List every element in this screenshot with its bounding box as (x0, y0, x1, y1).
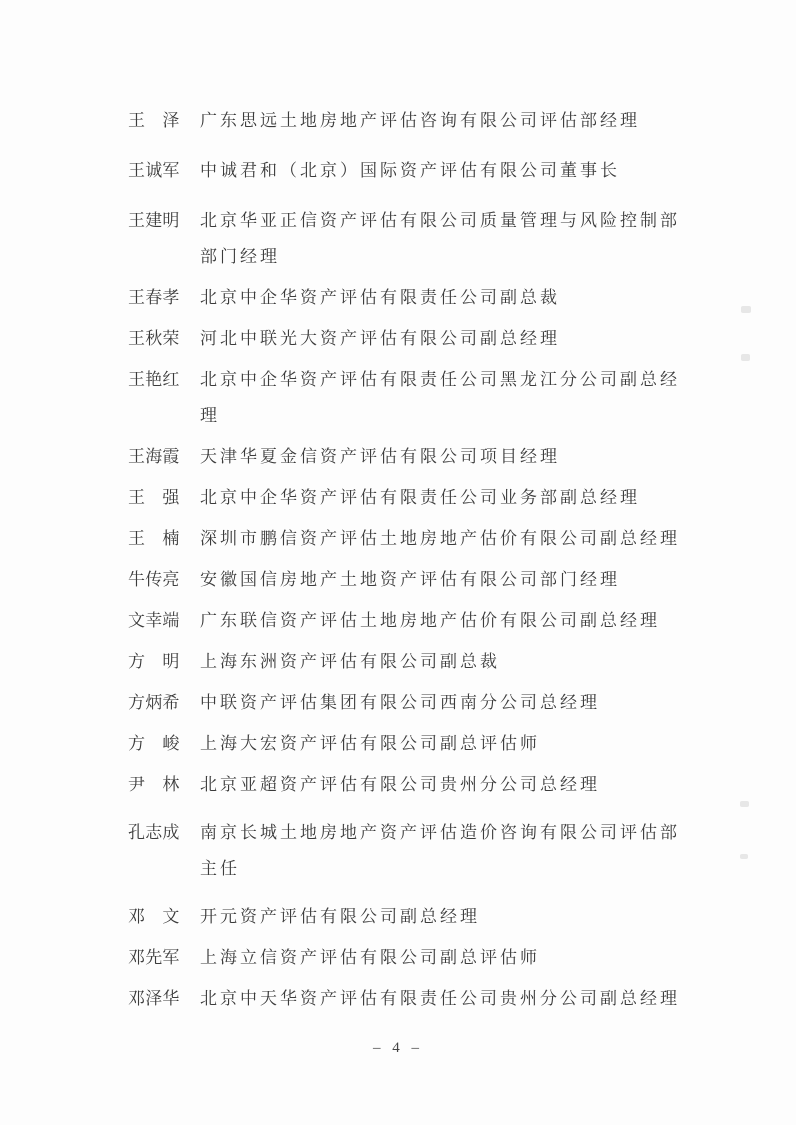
person-company-title: 上海东洲资产评估有限公司副总裁 (200, 652, 500, 671)
roster-entry (128, 480, 693, 516)
roster-entry (128, 203, 693, 275)
person-company-title: 北京中天华资产评估有限责任公司贵州分公司副总经理 (200, 989, 680, 1008)
person-name: 邓 文 (128, 907, 180, 926)
roster-entry (128, 603, 693, 639)
person-company-title: 广东联信资产评估土地房地产估价有限公司副总经理 (200, 611, 660, 630)
roster-entry (128, 899, 693, 935)
person-company-title: 河北中联光大资产评估有限公司副总经理 (200, 329, 560, 348)
person-name: 王 楠 (128, 529, 180, 548)
person-company-title: 中联资产评估集团有限公司西南分公司总经理 (200, 693, 600, 712)
person-company-title: 北京中企华资产评估有限责任公司副总裁 (200, 288, 560, 307)
person-name: 邓泽华 (128, 989, 180, 1008)
person-company-title: 北京亚超资产评估有限公司贵州分公司总经理 (200, 775, 600, 794)
person-name: 牛传亮 (128, 570, 180, 589)
roster-entry (128, 439, 693, 475)
person-company-title: 北京中企华资产评估有限责任公司业务部副总经理 (200, 488, 640, 507)
person-name: 王 泽 (128, 111, 180, 130)
person-company-title: 北京华亚正信资产评估有限公司质量管理与风险控制部部门经理 (200, 211, 680, 266)
person-company-title: 北京中企华资产评估有限责任公司黑龙江分公司副总经理 (200, 370, 680, 425)
scan-smudge-artifact (740, 854, 748, 859)
roster-entry (128, 644, 693, 680)
person-name: 邓先军 (128, 948, 180, 967)
person-name: 王艳红 (128, 370, 180, 389)
roster-entry (128, 103, 693, 139)
roster-entry (128, 940, 693, 976)
person-name: 方 峻 (128, 734, 180, 753)
appraiser-roster-list (128, 103, 693, 1022)
roster-entry (128, 521, 693, 557)
roster-entry (128, 726, 693, 762)
person-name: 王秋荣 (128, 329, 180, 348)
person-company-title: 开元资产评估有限公司副总经理 (200, 907, 480, 926)
person-name: 王春孝 (128, 288, 180, 307)
person-name: 方炳希 (128, 693, 180, 712)
person-name: 王诚军 (128, 161, 180, 180)
roster-entry (128, 321, 693, 357)
person-company-title: 南京长城土地房地产资产评估造价咨询有限公司评估部主任 (200, 823, 680, 878)
roster-entry (128, 981, 693, 1017)
person-company-title: 安徽国信房地产土地资产评估有限公司部门经理 (200, 570, 620, 589)
scan-smudge-artifact (740, 801, 749, 807)
page-number: – 4 – (373, 1040, 423, 1056)
person-company-title: 天津华夏金信资产评估有限公司项目经理 (200, 447, 560, 466)
person-company-title: 中诚君和（北京）国际资产评估有限公司董事长 (200, 161, 620, 180)
roster-entry (128, 362, 693, 434)
roster-entry (128, 153, 693, 189)
person-company-title: 广东思远土地房地产评估咨询有限公司评估部经理 (200, 111, 640, 130)
person-name: 王建明 (128, 211, 180, 230)
roster-entry (128, 280, 693, 316)
roster-entry (128, 767, 693, 803)
scan-smudge-artifact (741, 354, 750, 361)
person-name: 王海霞 (128, 447, 180, 466)
person-company-title: 深圳市鹏信资产评估土地房地产估价有限公司副总经理 (200, 529, 680, 548)
person-name: 孔志成 (128, 823, 180, 842)
person-company-title: 上海大宏资产评估有限公司副总评估师 (200, 734, 540, 753)
person-company-title: 上海立信资产评估有限公司副总评估师 (200, 948, 540, 967)
person-name: 王 强 (128, 488, 180, 507)
scan-smudge-artifact (741, 306, 751, 313)
roster-entry (128, 685, 693, 721)
person-name: 方 明 (128, 652, 180, 671)
person-name: 文幸端 (128, 611, 180, 630)
person-name: 尹 林 (128, 775, 180, 794)
roster-entry (128, 562, 693, 598)
roster-entry (128, 815, 693, 887)
